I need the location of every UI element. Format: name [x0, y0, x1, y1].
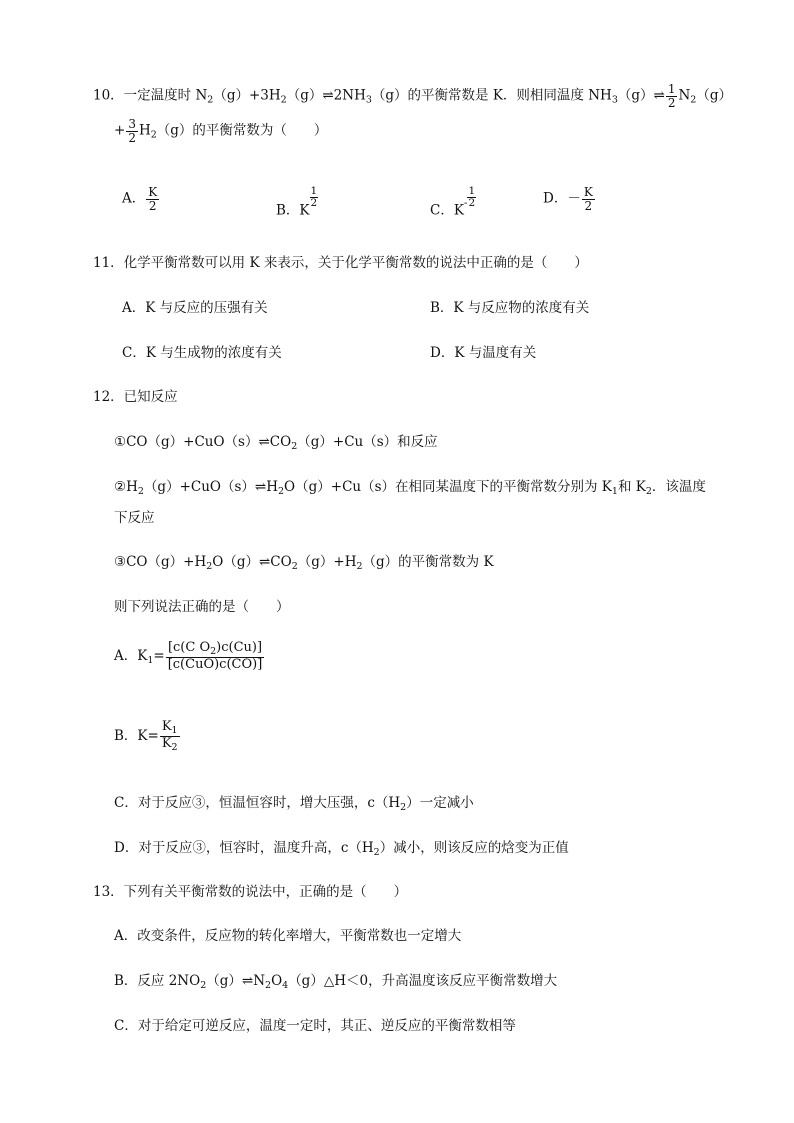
q13-option-b: B．反应 $2NO_2(g)\rightleftharpoons N_2O_4(g)\triangle H<0$，升高温度该反应平衡常数增大: [114, 973, 558, 991]
q12-reaction-1: $①CO(g)+CuO(s)\rightleftharpoons CO_2(g)+Cu(s)$和反应: [114, 434, 438, 452]
q13-option-a: A．改变条件，反应物的转化率增大，平衡常数也一定增大: [114, 928, 462, 944]
q12-option-a: A．$K_1=$ $\frac{[c(C O_2)c(Cu)]}{\text{[c(CuO)c(CO)]}}$: [114, 640, 263, 672]
q11-option-b: B．K 与反应物的浓度有关: [430, 300, 590, 316]
q12-stem: 12．已知反应: [93, 389, 178, 405]
q12-reaction-3: $③CO(g)+H_2O(g)\rightleftharpoons CO_2(g)+H_2(g)$的平衡常数为 K: [114, 554, 494, 572]
q12-option-d: D．对于反应③，恒容时，温度升高，$c(H_2)$减小，则该反应的焓变为正值: [114, 840, 569, 858]
q12-reaction-2: $②H_2(g)+CuO(s)\rightleftharpoons H_2O(g)+Cu(s)$在相同某温度下的平衡常数分别为 $K_1$和 $K_2$．该温度: [114, 479, 706, 497]
q11-stem: 11．化学平衡常数可以用 K 来表示，关于化学平衡常数的说法中正确的是（ ）: [93, 255, 588, 271]
q12-option-b: B．K= $\frac{K_1}{K_2}$: [114, 719, 178, 753]
q13-option-c: C．对于给定可逆反应，温度一定时，其正、逆反应的平衡常数相等: [114, 1018, 516, 1034]
q10-line2: + $\frac{3}{2}$ $H_2(g)$的平衡常数为（ ）: [114, 117, 328, 145]
q10-option-a: A． $\frac{K}{2}$: [122, 185, 158, 213]
q10-option-b: B．K $\frac{1}{2}$: [276, 185, 318, 219]
q10-line1: 10．一定温度时 $N_2(g)+3H_2(g)\rightleftharpoons 2NH_3(g)$的平衡常数是 K．则相同温度 $NH_3(g)\rightleftharpoons$ $\frac{1}{2}$ $N_2(g)$: [93, 82, 732, 110]
q12-ask: 则下列说法正确的是（ ）: [114, 599, 290, 615]
q11-option-a: A．K 与反应的压强有关: [122, 300, 268, 316]
fraction-three-halves: $\frac{3}{2}$: [128, 117, 136, 145]
fraction-one-half: $\frac{1}{2}$: [667, 82, 676, 110]
q12-reaction-2-cont: 下反应: [114, 510, 155, 526]
q13-stem: 13．下列有关平衡常数的说法中，正确的是（ ）: [93, 884, 408, 900]
q11-option-c: C．K 与生成物的浓度有关: [122, 345, 282, 361]
q10-option-d: D．－ $\frac{K}{2}$: [543, 185, 593, 213]
q12-option-c: C．对于反应③，恒温恒容时，增大压强，$c(H_2)$一定减小: [114, 795, 474, 813]
q10-option-c: C．K- $\frac{1}{2}$: [430, 185, 476, 219]
q11-option-d: D．K 与温度有关: [430, 345, 537, 361]
